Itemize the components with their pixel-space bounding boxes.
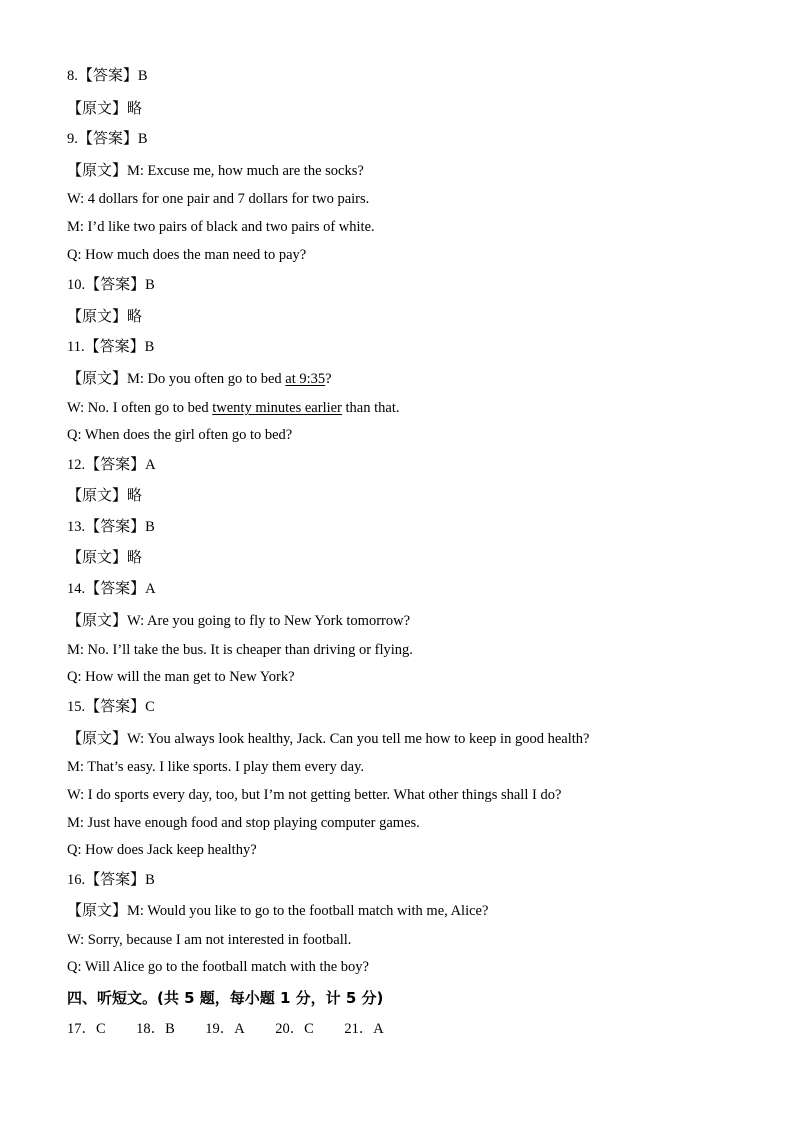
- transcript-line: [67, 424, 292, 446]
- answer-letter: B: [145, 277, 155, 293]
- transcript-line: [67, 244, 306, 266]
- underlined-text: at 9:35: [285, 371, 326, 387]
- question-number: 14.: [67, 581, 86, 597]
- answer-line: [67, 695, 155, 718]
- question-number: 15.: [67, 699, 86, 715]
- transcript-tag: 【原文】: [67, 369, 128, 387]
- answer-letter: B: [145, 519, 155, 535]
- transcript-line: [67, 546, 142, 569]
- answer-tag: 【答案】: [84, 337, 145, 355]
- line-text: W: 4 dollars for one pair and 7 dollars for two pairs.: [67, 191, 370, 207]
- line-text: Q: When does the girl often go to bed?: [67, 427, 293, 443]
- transcript-line: [67, 397, 399, 419]
- transcript-line: [67, 929, 351, 951]
- answer-line: [67, 515, 155, 538]
- line-text: Q: How will the man get to New York?: [67, 669, 295, 685]
- answer-letter: B: [145, 872, 155, 888]
- question-number: 9.: [67, 131, 78, 147]
- transcript-tag: 【原文】: [67, 611, 128, 629]
- transcript-line: [67, 666, 295, 688]
- answer-20: 20．C: [275, 1021, 314, 1037]
- answer-line: [67, 273, 155, 296]
- answer-letter: B: [137, 131, 148, 147]
- answer-line: [67, 453, 156, 476]
- transcript-tag: 【原文】: [67, 729, 128, 747]
- line-text: than that.: [341, 400, 400, 416]
- line-text: 略: [127, 548, 143, 566]
- line-text: 略: [127, 486, 143, 504]
- transcript-line: [67, 756, 364, 778]
- transcript-line: [67, 367, 332, 390]
- line-text: Q: How much does the man need to pay?: [67, 247, 307, 263]
- answer-tag: 【答案】: [85, 579, 146, 597]
- line-text: W: I do sports every day, too, but I’m not getting better. What other things shall I do?: [67, 787, 562, 803]
- answer-tag: 【答案】: [77, 129, 138, 147]
- transcript-line: [67, 159, 364, 182]
- transcript-tag: 【原文】: [67, 486, 128, 504]
- question-number: 8.: [67, 68, 78, 84]
- transcript-tag: 【原文】: [67, 99, 128, 117]
- transcript-tag: 【原文】: [67, 161, 128, 179]
- line-text: M: That’s easy. I like sports. I play them every day.: [67, 759, 365, 775]
- transcript-line: [67, 188, 369, 210]
- answer-letter: C: [145, 699, 155, 715]
- line-text: M: No. I’ll take the bus. It is cheaper than driving or flying.: [67, 642, 413, 658]
- answer-17: 17．C: [67, 1021, 106, 1037]
- answer-19: 19．A: [205, 1021, 245, 1037]
- transcript-line: [67, 956, 369, 978]
- answer-line: [67, 335, 154, 358]
- line-text: ?: [325, 371, 332, 387]
- transcript-tag: 【原文】: [67, 548, 128, 566]
- line-text: 略: [127, 307, 143, 325]
- answer-tag: 【答案】: [85, 870, 146, 888]
- question-number: 12.: [67, 457, 86, 473]
- transcript-line: [67, 305, 142, 328]
- answer-row: [67, 1018, 410, 1040]
- transcript-line: [67, 97, 142, 120]
- answer-letter: B: [137, 68, 148, 84]
- transcript-tag: 【原文】: [67, 307, 128, 325]
- transcript-line: [67, 639, 413, 661]
- answer-line: [67, 868, 155, 891]
- answer-tag: 【答案】: [85, 517, 146, 535]
- answer-line: [67, 64, 148, 87]
- question-number: 13.: [67, 519, 86, 535]
- line-text: Q: Will Alice go to the football match with the boy?: [67, 959, 369, 975]
- answer-tag: 【答案】: [85, 455, 146, 473]
- transcript-line: [67, 899, 488, 922]
- line-text: W: Are you going to fly to New York tomorrow?: [127, 613, 411, 629]
- answer-line: [67, 577, 156, 600]
- line-text: M: Excuse me, how much are the socks?: [127, 163, 364, 179]
- answer-21: 21．A: [344, 1021, 384, 1037]
- line-text: W: No. I often go to bed: [67, 400, 213, 416]
- answer-letter: A: [145, 581, 156, 597]
- question-number: 10.: [67, 277, 86, 293]
- transcript-line: [67, 609, 410, 632]
- question-number: 16.: [67, 872, 86, 888]
- line-text: W: You always look healthy, Jack. Can you tell me how to keep in good health?: [127, 731, 590, 747]
- answer-line: [67, 127, 148, 150]
- line-text: M: Do you often go to bed: [127, 371, 286, 387]
- transcript-line: [67, 216, 375, 238]
- answer-tag: 【答案】: [77, 66, 138, 84]
- line-text: Q: How does Jack keep healthy?: [67, 842, 257, 858]
- line-text: M: Would you like to go to the football match with me, Alice?: [127, 903, 489, 919]
- transcript-line: [67, 484, 142, 507]
- transcript-line: [67, 727, 589, 750]
- line-text: M: Just have enough food and stop playing computer games.: [67, 815, 420, 831]
- section-heading: 四、听短文。(共 5 题，每小题 1 分，计 5 分): [67, 989, 384, 1007]
- line-text: 略: [127, 99, 143, 117]
- transcript-tag: 【原文】: [67, 901, 128, 919]
- answer-letter: A: [145, 457, 156, 473]
- transcript-line: [67, 812, 420, 834]
- question-number: 11.: [67, 339, 85, 355]
- line-text: W: Sorry, because I am not interested in football.: [67, 932, 352, 948]
- answer-tag: 【答案】: [85, 275, 146, 293]
- answer-tag: 【答案】: [85, 697, 146, 715]
- line-text: M: I’d like two pairs of black and two pairs of white.: [67, 219, 375, 235]
- answer-letter: B: [144, 339, 155, 355]
- underlined-text: twenty minutes earlier: [212, 400, 342, 416]
- transcript-line: [67, 784, 561, 806]
- transcript-line: [67, 839, 257, 861]
- answer-18: 18．B: [136, 1021, 175, 1037]
